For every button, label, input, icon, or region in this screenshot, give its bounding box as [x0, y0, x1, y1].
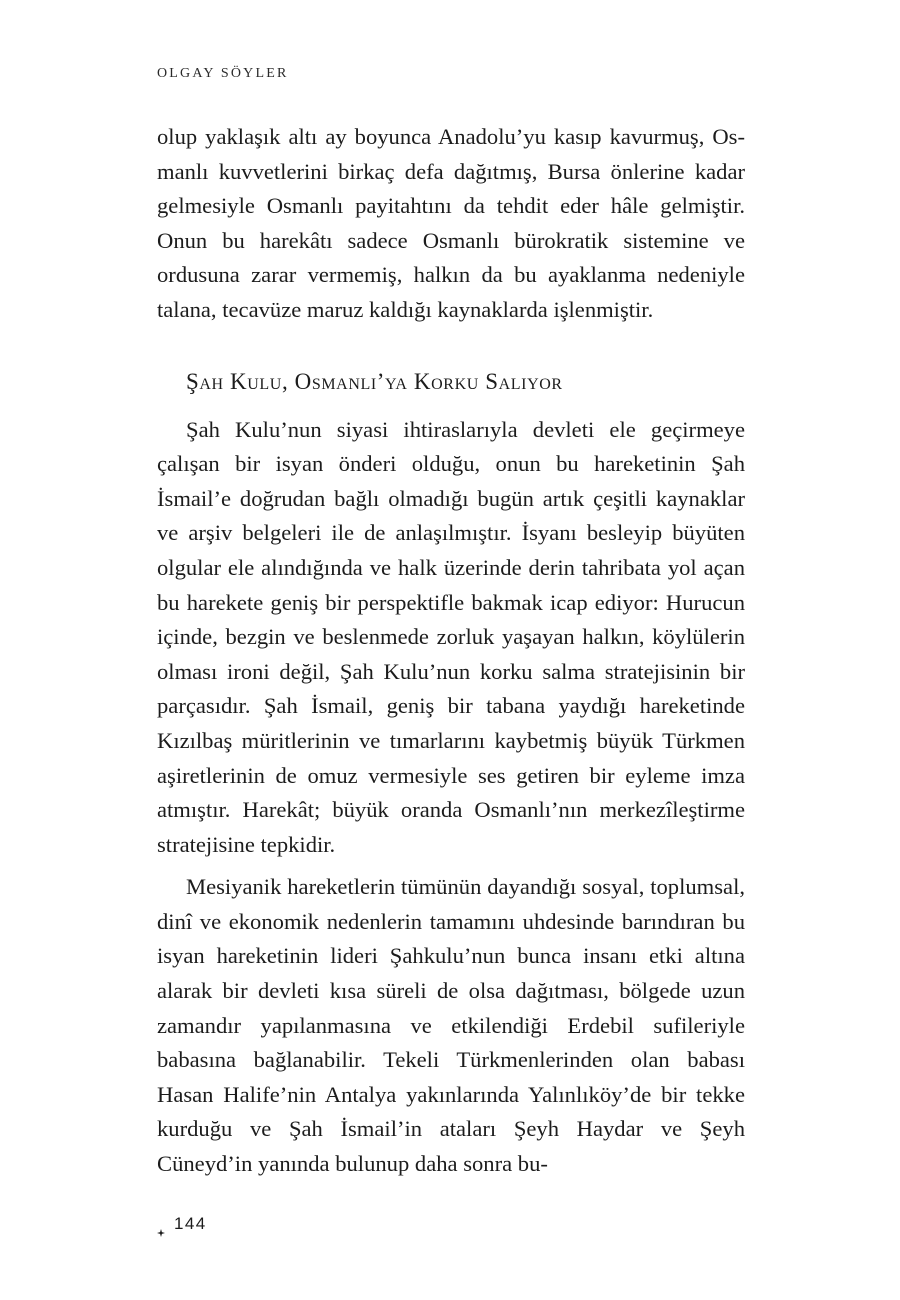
- paragraph-2: Şah Kulu’nun siyasi ihtiraslarıyla devleti ele geçirmeye çalışan bir isyan önderi olduğu, onun bu hareketinin Şah İsmail’e doğrudan bağlı olmadığı bugün artık çeşitli kaynaklar ve arşiv belgeleri ile de anlaşılmıştır. İsyanı besleyip büyüten olgular ele alındığında ve halk üzerinde derin tahribata yol açan bu harekete geniş bir perspektifle bakmak icap ediyor: Hurucun içinde, bezgin ve beslenmede zorluk yaşayan halkın, köylülerin olması ironi değil, Şah Kulu’nun korku salma stratejisinin bir parçasıdır. Şah İsmail, geniş bir tabana yaydığı hareketinde Kızılbaş müritlerinin ve tımarlarını kaybetmiş büyük Türkmen aşiretlerinin de omuz vermesiyle ses getiren bir eyleme imza atmıştır. Harekât; büyük oranda Osmanlı’nın merkezîleştirme stratejisine tepkidir.: [157, 416, 745, 857]
- paragraph-1: olup yaklaşık altı ay boyunca Anadolu’yu kasıp kavurmuş, Osmanlı kuvvetlerini birkaç defa dağıtmış, Bursa önlerine kadar gelmesiyle Osmanlı payitahtını da tehdit eder hâle gelmiştir. Onun bu harekâtı sadece Osmanlı bürokratik sistemine ve ordusuna zarar vermemiş, halkın da bu ayaklanma nedeniyle talana, tecavüze maruz kaldığı kaynaklarda işlenmiştir.: [157, 124, 745, 322]
- folio: [157, 1214, 207, 1234]
- section-heading: Şah Kulu, Osmanlı’ya Korku Salıyor: [186, 368, 563, 394]
- page-number: 144: [174, 1214, 207, 1233]
- running-head: OLGAY SÖYLER: [157, 66, 289, 81]
- body-text: [157, 120, 745, 1182]
- star-icon: [157, 1222, 165, 1230]
- paragraph-3: Mesiyanik hareketlerin tümünün dayandığı sosyal, toplumsal, dinî ve ekonomik nedenlerin tamamını uhdesinde barındıran bu isyan hareketinin lideri Şahkulu’nun bunca insanı etki altına alarak bir devleti kısa süreli de olsa dağıtması, bölgede uzun zamandır yapılanmasına ve etkilendiği Erdebil sufileriyle babasına bağlanabilir. Tekeli Türkmenlerinden olan babası Hasan Halife’nin Antalya yakınlarında Yalınlıköy’de bir tekke kurduğu ve Şah İsmail’in ataları Şeyh Haydar ve Şeyh Cüneyd’in yanında bulunup daha sonra bu-: [157, 874, 745, 1177]
